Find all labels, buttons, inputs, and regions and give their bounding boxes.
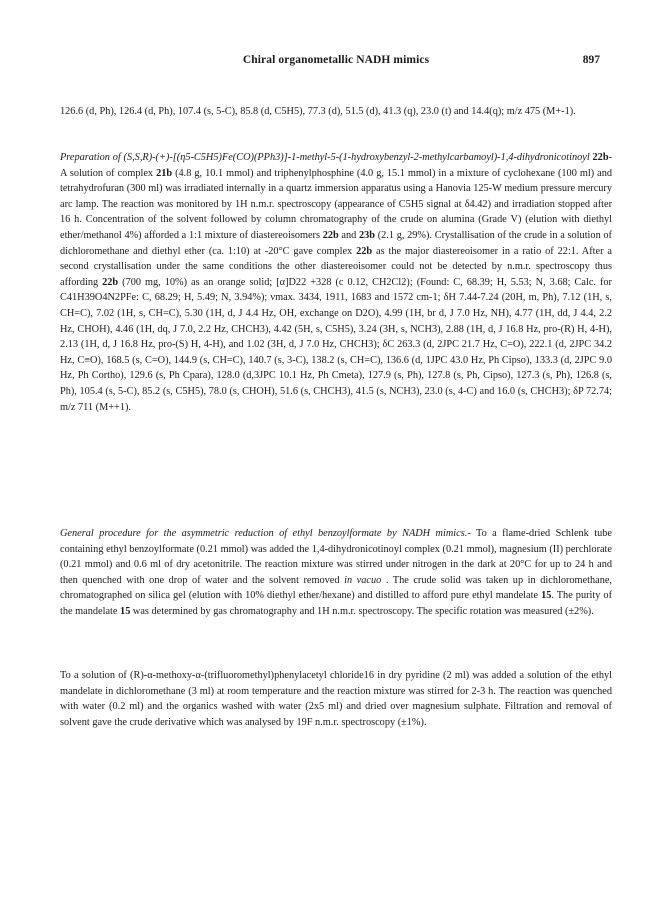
body-text: - A solution of complex — [60, 152, 612, 179]
body-text: (2.1 g, 29%). Crystallisation of the crude in a solution of dichloromethane and diethyl ether (ca. 1:10) at -20°C gave complex — [60, 229, 612, 257]
body-text: - To a flame-dried Schlenk tube containing ethyl benzoylformate (0.21 mmol) was added the 1,4-dihydronicotinoyl complex (0.21 mmol), magnesium (II) perchlorate (0.21 mmol) and 0.6 ml of dry acetonitrile. The reaction mixture was stirred under nitrogen in the dark at 20°C for up to 24 h and then quenched with one drop of water and the solvent removed — [60, 528, 612, 586]
preparation-paragraph — [60, 150, 612, 415]
derivative-paragraph: To a solution of (R)-α-methoxy-α-(trifluoromethyl)phenylacetyl chloride16 in dry pyridine (2 ml) was added a solution of the ethyl mandelate in dichloromethane (3 ml) at room temperature and the reaction mixture was stirred for 2-3 h. The reaction was quenched with water (0.2 ml) and the organics washed with water (2x5 ml) and dried over magnesium sulphate. Filtration and removal of solvent gave the crude derivative which was analysed by 19F n.m.r. spectroscopy (±1%). — [60, 670, 612, 728]
body-text: . The purity of the mandelate — [60, 590, 612, 617]
compound-ref: 15 — [120, 605, 131, 617]
page-number: 897 — [582, 54, 600, 66]
preparation-heading: Preparation of (S,S,R)-(+)-[(η5-C5H5)Fe(CO)(PPh3)]-1-methyl-5-(1-hydroxybenzyl-2-methylcarbamoyl)-1,4-dihydronicotinoyl — [60, 152, 590, 163]
body-text: and — [338, 229, 359, 241]
body-text: was determined by gas chromatography and 1H n.m.r. spectroscopy. The specific rotation was measured (±2%). — [130, 605, 594, 617]
general-procedure-paragraph — [60, 526, 612, 620]
body-text: . The crude solid was taken up in dichloromethane, chromatographed on silica gel (elution with 10% diethyl ether/hexane) and distilled to afford pure ethyl mandelate — [60, 574, 613, 602]
body-text: as the major diastereoisomer in a ratio of 22:1. After a second crystallisation under the same conditions the other diastereoisomer could not be detected by n.m.r. spectroscopy thus affording — [60, 245, 612, 288]
body-text: (700 mg, 10%) as an orange solid; [α]D22 +328 (c 0.12, CH2Cl2); (Found: C, 68.39; H, 5.53; N, 3.68; Calc. for C41H39O4N2PFe: C, 68.29; H, 5.49; N, 3.94%); νmax. 3434, 1911, 1683 and 1572 cm-1; δH 7.44-7.24 (20H, m, Ph), 7.12 (1H, s, CH=C), 7.02 (1H, s, CH=C), 5.30 (1H, d, J 4.4 Hz, OH, exchange on D2O), 4.99 (1H, br d, J 7.0 Hz, NH), 4.77 (1H, dd, J 4.4, 2.2 Hz, CHOH), 4.46 (1H, dq, J 7.0, 2.2 Hz, CHCH3), 4.42 (5H, s, C5H5), 3.24 (3H, s, NCH3), 2.88 (1H, d, J 16.8 Hz, pro-(R) H, 4-H), 2.13 (1H, d, J 16.8 Hz, pro-(S) H, 4-H), and 1.02 (3H, d, J 7.0 Hz, CHCH3); δC 263.3 (d, 2JPC 21.7 Hz, C=O), 222.1 (d, 2JPC 34.2 Hz, C≡O), 168.5 (s, C=O), 144.9 (s, CH=C), 140.7 (s, 3-C), 138.2 (s, CH=C), 136.6 (d, 1JPC 43.0 Hz, Ph Cipso), 133.3 (d, 2JPC 9.0 Hz, Ph Cortho), 129.6 (s, Ph Cpara), 128.0 (d,3JPC 10.1 Hz, Ph Cmeta), 127.9 (s, Ph), 127.8 (s, Ph, Cipso), 127.3 (s, Ph), 126.8 (s, Ph), 105.4 (s, 5-C), 85.2 (s, C5H5), 78.0 (s, CHOH), 51.6 (s, CHCH3), 41.5 (s, NCH3), 23.0 (s, 4-C) and 16.0 (s, CHCH3); δP 72.74; m/z 711 (M++1). — [60, 276, 612, 413]
compound-ref: 15 — [541, 590, 552, 602]
compound-ref: 23b — [358, 229, 376, 241]
italic-term: in vacuo — [344, 574, 382, 586]
compound-ref: 22b — [322, 229, 339, 241]
compound-ref: 21b — [156, 167, 173, 179]
compound-ref: 22b — [356, 245, 373, 257]
compound-ref: 22b — [102, 276, 119, 288]
page-header — [60, 54, 612, 70]
body-text: (4.8 g, 10.1 mmol) and triphenylphosphine (4.0 g, 15.1 mmol) in a mixture of cyclohexane (100 ml) and tetrahydrofuran (300 ml) was irradiated internally in a quartz immersion apparatus using a Hanovia 125-W medium pressure mercury arc lamp. The reaction was monitored by 1H n.m.r. spectroscopy (appearance of C5H5 signal at δ4.42) and irradiation stopped after 16 h. Concentration of the solvent followed by column chromatography of the crude on alumina (Grade V) (elution with diethyl ether/methanol 4%) afforded a 1:1 mixture of diastereoisomers — [60, 167, 612, 241]
running-title: Chiral organometallic NADH mimics — [242, 54, 430, 66]
compound-ref: 22b — [592, 152, 609, 163]
procedure-heading: General procedure for the asymmetric reduction of ethyl benzoylformate by NADH mimics. — [60, 528, 468, 539]
nmr-data-continuation: 126.6 (d, Ph), 126.4 (d, Ph), 107.4 (s, 5-C), 85.8 (d, C5H5), 77.3 (d), 51.5 (d), 41.3 (q), 23.0 (t) and 14.4(q); m/z 475 (M+-1). — [60, 106, 576, 117]
